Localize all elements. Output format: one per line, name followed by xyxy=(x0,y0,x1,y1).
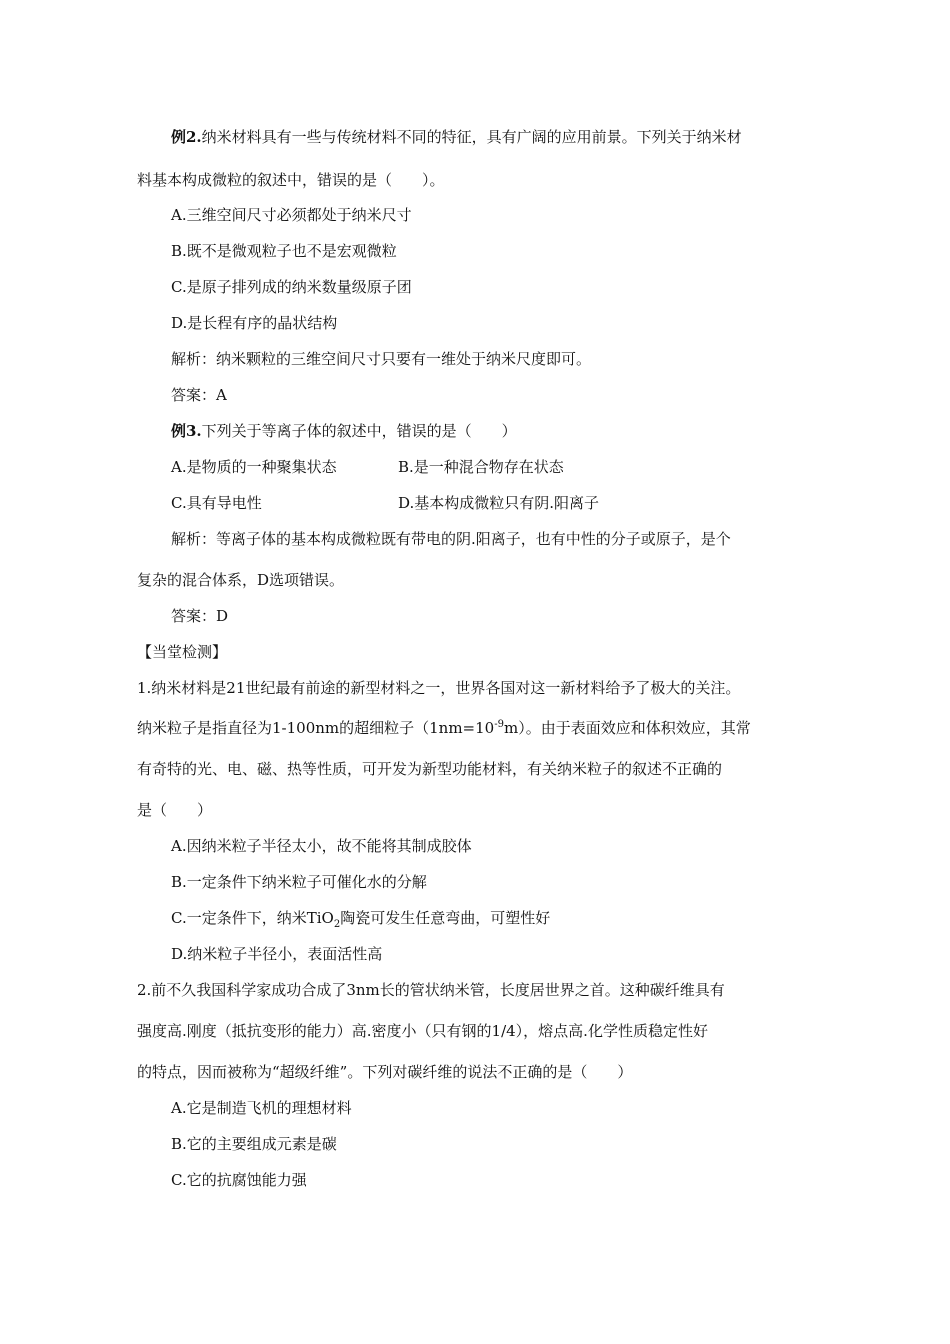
q1-line2: 纳米粒子是指直径为1-100nm的超细粒子$(1nm=10^{-9}m)$。由于表面效应和体积效应，其常 xyxy=(137,719,751,737)
ex3-analysis-line2: 复杂的混合体系，D选项错误。 xyxy=(137,571,345,589)
ex2-line1: 例2.纳米材料具有一些与传统材料不同的特征，具有广阔的应用前景。下列关于纳米材 xyxy=(171,128,742,146)
ex3-option-b: B.是一种混合物存在状态 xyxy=(398,458,564,476)
ex3-analysis-line1: 解析：等离子体的基本构成微粒既有带电的阴.阳离子，也有中性的分子或原子，是个 xyxy=(171,530,731,548)
q2-option-b: B.它的主要组成元素是碳 xyxy=(171,1135,337,1153)
q1-option-d: D.纳米粒子半径小，表面活性高 xyxy=(171,945,383,963)
ex3-option-a: A.是物质的一种聚集状态 xyxy=(171,458,337,476)
q2-option-c: C.它的抗腐蚀能力强 xyxy=(171,1171,307,1189)
q1-option-b: B.一定条件下纳米粒子可催化水的分解 xyxy=(171,873,427,891)
ex2-answer: 答案：A xyxy=(171,386,227,404)
ex2-analysis: 解析：纳米颗粒的三维空间尺寸只要有一维处于纳米尺度即可。 xyxy=(171,350,592,368)
ex2-label: 例2. xyxy=(171,128,202,146)
q1-line3: 有奇特的光、电、磁、热等性质，可开发为新型功能材料，有关纳米粒子的叙述不正确的 xyxy=(137,760,723,778)
q2-option-a: A.它是制造飞机的理想材料 xyxy=(171,1099,352,1117)
ex3-answer: 答案：D xyxy=(171,607,229,625)
ex2-option-c: C.是原子排列成的纳米数量级原子团 xyxy=(171,278,412,296)
q1-option-a: A.因纳米粒子半径太小，故不能将其制成胶体 xyxy=(171,837,472,855)
ex3-label: 例3. xyxy=(171,422,202,440)
q2-line2: 强度高.刚度（抵抗变形的能力）高.密度小（只有钢的1/4），熔点高.化学性质稳定性好 xyxy=(137,1022,708,1040)
ex3-option-c: C.具有导电性 xyxy=(171,494,262,512)
q1-line1: 1.纳米材料是21世纪最有前途的新型材料之一，世界各国对这一新材料给予了极大的关注。 xyxy=(137,679,741,697)
ex2-line2: 料基本构成微粒的叙述中，错误的是（ ）。 xyxy=(137,171,445,189)
q1-line4: 是（ ） xyxy=(137,801,213,819)
ex3-line1: 例3.下列关于等离子体的叙述中，错误的是（ ） xyxy=(171,422,517,440)
section-heading: 【当堂检测】 xyxy=(137,643,228,661)
q2-line3: 的特点，因而被称为“超级纤维”。下列对碳纤维的说法不正确的是（ ） xyxy=(137,1063,633,1081)
q1-subscript: 2 xyxy=(333,919,341,930)
ex2-option-b: B.既不是微观粒子也不是宏观微粒 xyxy=(171,242,397,260)
q2-line1: 2.前不久我国科学家成功合成了3nm长的管状纳米管，长度居世界之首。这种碳纤维具有 xyxy=(137,981,725,999)
q1-exponent: -9 xyxy=(494,719,504,730)
ex3-option-d: D.基本构成微粒只有阴.阳离子 xyxy=(398,494,600,512)
ex2-option-a: A.三维空间尺寸必须都处于纳米尺寸 xyxy=(171,206,412,224)
ex2-option-d: D.是长程有序的晶状结构 xyxy=(171,314,338,332)
ex3-options-row2 xyxy=(171,493,771,513)
q1-option-c: C.一定条件下，纳米TiO$_2$陶瓷可发生任意弯曲，可塑性好 xyxy=(171,909,551,930)
ex3-options-row1 xyxy=(171,457,771,477)
